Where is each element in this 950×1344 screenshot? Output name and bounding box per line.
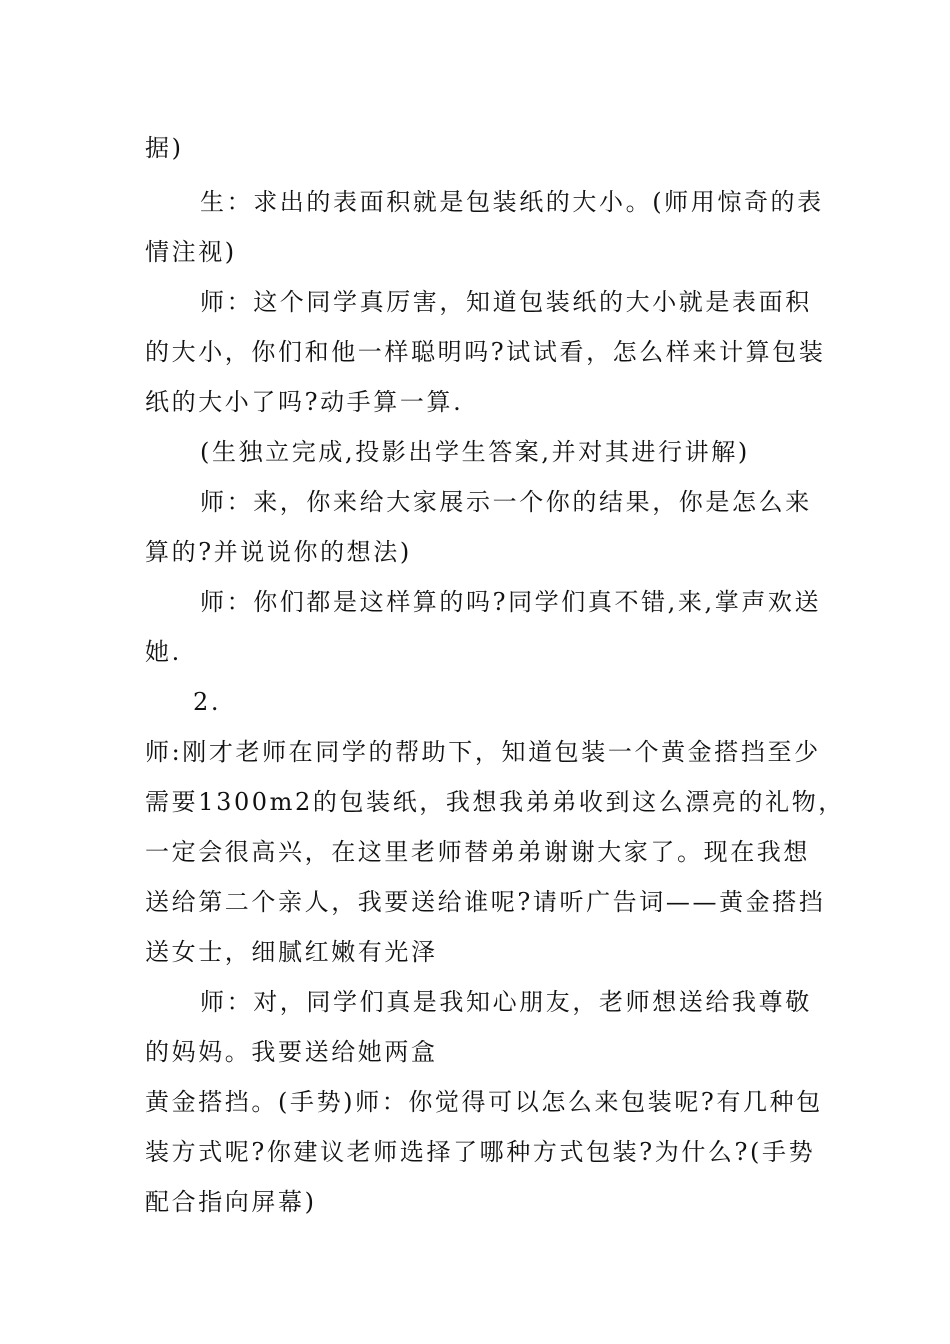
text-line: 生：求出的表面积就是包装纸的大小。(师用惊奇的表: [200, 188, 824, 216]
text-line: (生独立完成,投影出学生答案,并对其进行讲解): [200, 438, 750, 466]
text-line: 的妈妈。我要送给她两盒: [145, 1038, 438, 1066]
text-line: 送给第二个亲人，我要送给谁呢?请听广告词——黄金搭挡: [145, 888, 826, 916]
text-line: 送女士，细腻红嫩有光泽: [145, 938, 438, 966]
text-line: 装方式呢?你建议老师选择了哪种方式包装?为什么?(手势: [145, 1138, 816, 1166]
text-line: 一定会很高兴，在这里老师替弟弟谢谢大家了。现在我想: [145, 838, 810, 866]
section-number: 2.: [193, 688, 222, 716]
text-line: 她.: [145, 638, 182, 666]
text-line: 师：对，同学们真是我知心朋友，老师想送给我尊敬: [200, 988, 812, 1016]
text-line: 的大小，你们和他一样聪明吗?试试看，怎么样来计算包装: [145, 338, 826, 366]
text-line: 需要1300m2的包装纸，我想我弟弟收到这么漂亮的礼物，: [145, 788, 845, 816]
text-line: 配合指向屏幕): [145, 1188, 317, 1216]
text-line: 师：来，你来给大家展示一个你的结果，你是怎么来: [200, 488, 812, 516]
text-line: 师：这个同学真厉害，知道包装纸的大小就是表面积: [200, 288, 812, 316]
text-line: 纸的大小了吗?动手算一算.: [145, 388, 464, 416]
text-line: 黄金搭挡。(手势)师：你觉得可以怎么来包装呢?有几种包: [145, 1088, 823, 1116]
text-line: 师:刚才老师在同学的帮助下，知道包装一个黄金搭挡至少: [145, 738, 821, 766]
text-line: 算的?并说说你的想法): [145, 538, 412, 566]
text-line: 情注视): [145, 238, 237, 266]
text-line: 师：你们都是这样算的吗?同学们真不错,来,掌声欢送: [200, 588, 822, 616]
text-line: 据): [145, 134, 184, 162]
